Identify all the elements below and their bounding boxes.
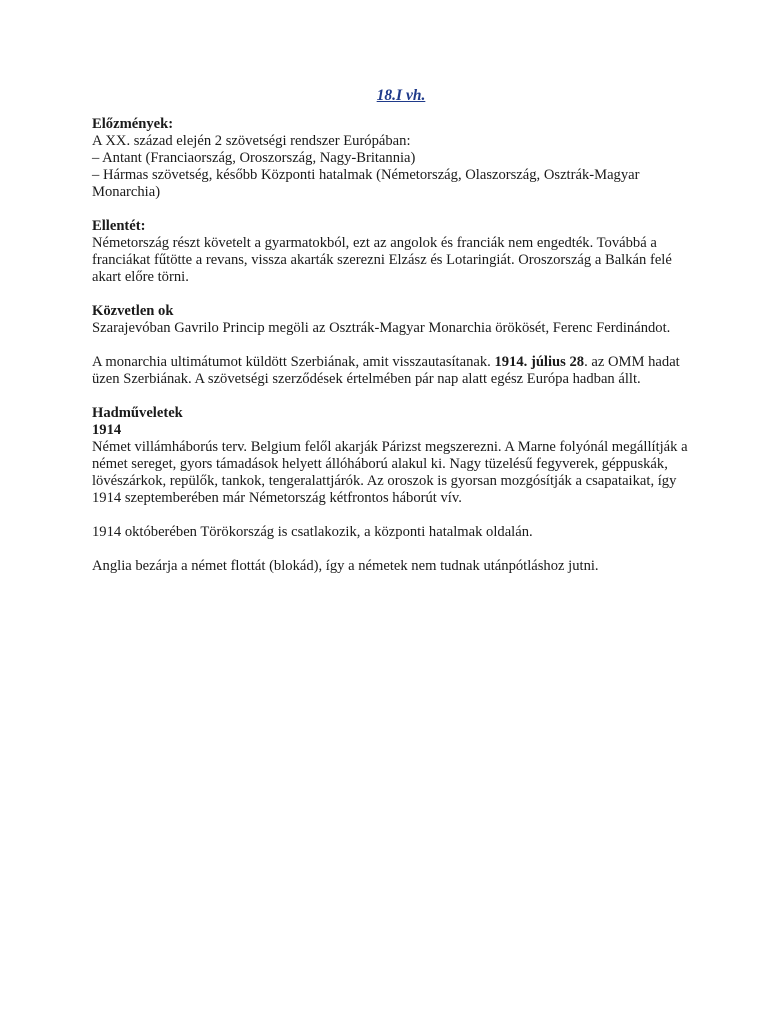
ultimatum-text-before: A monarchia ultimátumot küldött Szerbiának, amit visszautasítanak.: [92, 354, 495, 370]
torokorszag-text: 1914 októberében Törökország is csatlakozik, a központi hatalmak oldalán.: [92, 524, 533, 540]
hadmuveletek-heading: Hadműveletek: [92, 405, 183, 421]
ellentet-text: Németország részt követelt a gyarmatokból, ezt az angolok és franciák nem engedték. Továbbá a franciákat fűtötte a revans, vissza akarták szerezni Elzász és Lotaringiát. Oroszország a Balkán felé akart előre törni.: [92, 235, 672, 285]
elozmenyek-item-harmas: – Hármas szövetség, később Központi hatalmak (Németország, Olaszország, Osztrák-Magyar Monarchia): [92, 167, 640, 200]
section-kozvetlen-ok: [92, 303, 692, 337]
elozmenyek-item-antant: – Antant (Franciaország, Oroszország, Nagy-Britannia): [92, 150, 416, 166]
section-hadmuveletek: [92, 405, 692, 507]
hadmuveletek-text: Német villámháborús terv. Belgium felől akarják Párizst megszerezni. A Marne folyónál megállítják a német sereget, gyors támadások helyett állóháború alakul ki. Nagy tüzelésű fegyverek, géppuskák, lövészárkok, repülők, tankok, tengeralattjárók. Az oroszok is gyorsan mozgósítják a csapataikat, így 1914 szeptemberében már Németország kétfrontos háborút vív.: [92, 439, 688, 506]
section-ellentet: [92, 218, 692, 286]
section-ultimatum: [92, 354, 692, 388]
ultimatum-text-after: . az OMM hadat üzen Szerbiának. A szövetségi szerződések értelmében pár nap alatt egész Európa hadban állt.: [92, 354, 680, 387]
section-elozmenyek: [92, 116, 692, 201]
elozmenyek-intro: A XX. század elején 2 szövetségi rendszer Európában:: [92, 133, 411, 149]
ellentet-heading: Ellentét:: [92, 218, 146, 234]
section-torokorszag: [92, 524, 692, 541]
kozvetlen-ok-heading: Közvetlen ok: [92, 303, 174, 319]
kozvetlen-ok-text: Szarajevóban Gavrilo Princip megöli az Osztrák-Magyar Monarchia örökösét, Ferenc Ferdinándot.: [92, 320, 671, 336]
anglia-text: Anglia bezárja a német flottát (blokád), így a németek nem tudnak utánpótláshoz jutni.: [92, 558, 599, 574]
elozmenyek-heading: Előzmények:: [92, 116, 174, 132]
document-title: 18.I vh.: [376, 87, 426, 104]
ultimatum-date: 1914. július 28: [494, 354, 585, 370]
document-page: [92, 86, 692, 592]
section-anglia: [92, 558, 692, 575]
hadmuveletek-year: 1914: [92, 422, 122, 438]
